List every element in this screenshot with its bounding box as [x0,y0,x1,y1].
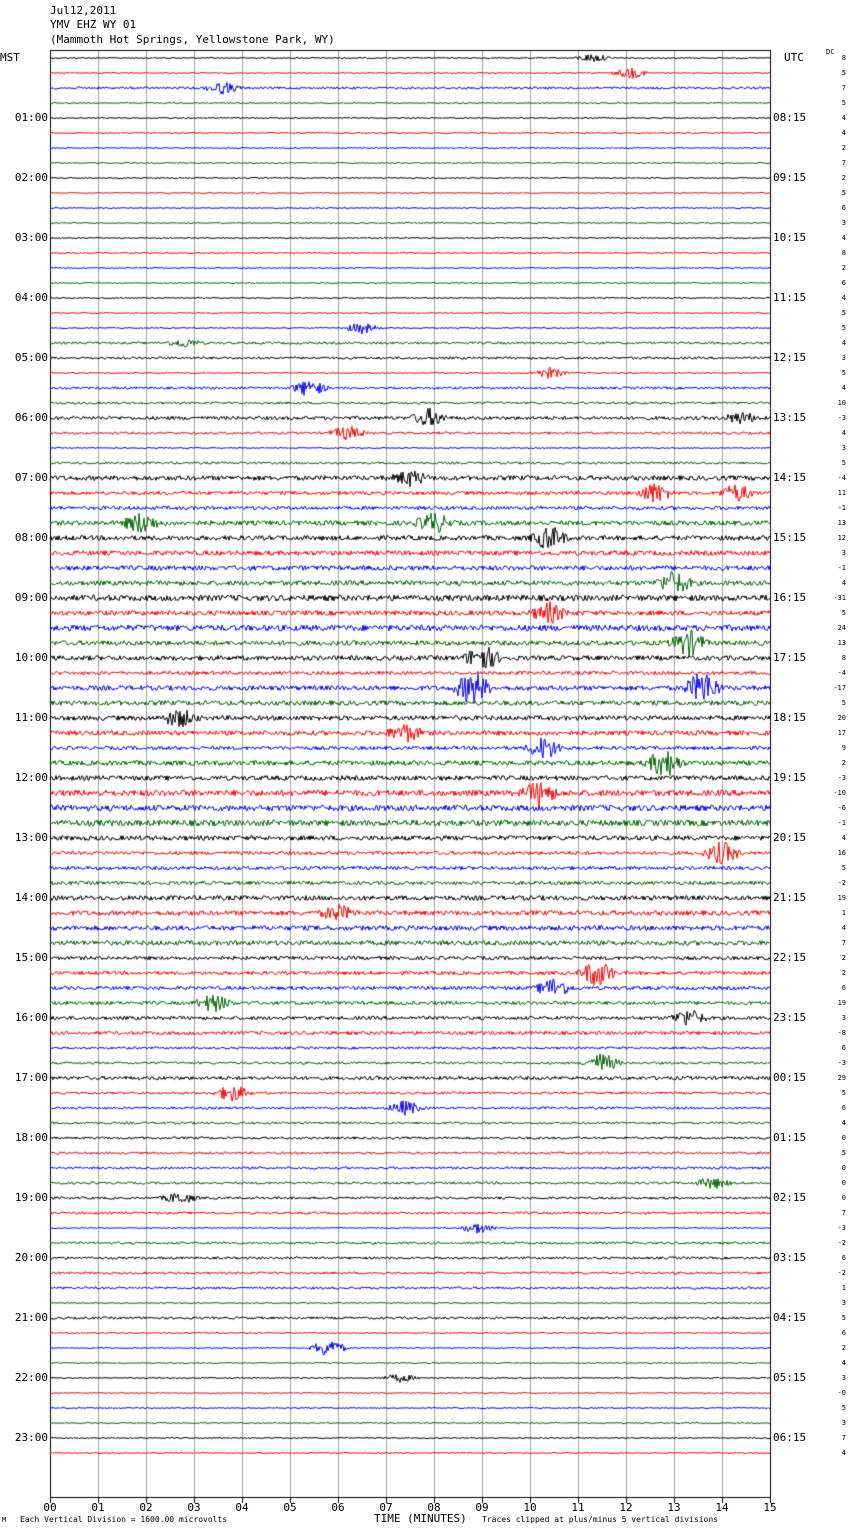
dc-offset-value: 4 [841,294,846,302]
hour-label-left: 01:00 [14,111,48,124]
hour-label-left: 15:00 [14,951,48,964]
dc-offset-value: 6 [841,204,846,212]
hour-label-right: 16:15 [773,591,807,604]
clip-note: Traces clipped at plus/minus 5 vertical divisions [482,1515,719,1524]
hour-label-right: 20:15 [773,831,807,844]
hour-label-left: 19:00 [14,1191,48,1204]
hour-label-right: 22:15 [773,951,807,964]
x-tick-label: 12 [619,1501,633,1514]
x-tick-label: 08 [427,1501,441,1514]
dc-offset-value: 5 [841,609,846,617]
x-tick-label: 06 [331,1501,345,1514]
hour-label-right: 11:15 [773,291,807,304]
location-label: (Mammoth Hot Springs, Yellowstone Park, WY) [50,33,335,46]
dc-offset-value: 6 [841,1329,846,1337]
dc-offset-value: 5 [841,69,846,77]
hour-label-left: 08:00 [14,531,48,544]
dc-offset-value: 16 [837,849,846,857]
hour-label-right: 00:15 [773,1071,807,1084]
dc-offset-value: 5 [841,459,846,467]
hour-label-left: 07:00 [14,471,48,484]
dc-offset-value: 2 [841,759,846,767]
dc-offset-value: -10 [833,789,846,797]
hour-label-right: 12:15 [773,351,807,364]
dc-offset-value: 2 [841,174,846,182]
x-tick-label: 04 [235,1501,249,1514]
dc-offset-value: -8 [837,1029,846,1037]
dc-offset-value: -2 [837,1239,846,1247]
dc-offset-value: 9 [841,744,846,752]
hour-label-left: 22:00 [14,1371,48,1384]
dc-offset-value: 2 [841,264,846,272]
dc-offset-value: 13 [837,519,846,527]
dc-offset-value: -3 [837,1224,846,1232]
dc-offset-value: 4 [841,234,846,242]
dc-offset-value: 7 [841,159,846,167]
dc-offset-value: -2 [837,1269,846,1277]
hour-label-right: 05:15 [773,1371,807,1384]
dc-offset-value: -4 [837,669,846,677]
hour-label-right: 02:15 [773,1191,807,1204]
dc-offset-value: 5 [841,864,846,872]
dc-offset-value: 4 [841,429,846,437]
dc-offset-value: 5 [841,189,846,197]
hour-label-left: 16:00 [14,1011,48,1024]
hour-label-right: 09:15 [773,171,807,184]
dc-offset-value: 4 [841,579,846,587]
dc-offset-value: 19 [837,894,846,902]
x-tick-label: 00 [43,1501,57,1514]
dc-offset-value: 19 [837,999,846,1007]
dc-offset-value: 4 [841,339,846,347]
x-tick-label: 05 [283,1501,297,1514]
dc-offset-value: -3 [837,774,846,782]
scale-note: Each Vertical Division = 1600.00 microvolts [20,1515,228,1524]
dc-offset-value: 1 [841,909,846,917]
hour-label-left: 02:00 [14,171,48,184]
hour-label-left: 14:00 [14,891,48,904]
dc-offset-value: -2 [837,879,846,887]
dc-offset-value: 0 [841,1164,846,1172]
dc-offset-value: 12 [837,534,846,542]
dc-offset-value: 4 [841,924,846,932]
x-tick-label: 07 [379,1501,393,1514]
corner-mark: M [2,1516,7,1524]
hour-label-left: 06:00 [14,411,48,424]
hour-label-left: 17:00 [14,1071,48,1084]
dc-offset-value: -17 [833,684,846,692]
dc-offset-value: 7 [841,1209,846,1217]
dc-offset-value: -4 [837,474,846,482]
station-label: YMV EHZ WY 01 [50,18,137,31]
dc-offset-value: 5 [841,1314,846,1322]
hour-label-right: 03:15 [773,1251,807,1264]
dc-offset-value: 6 [841,279,846,287]
right-timezone-label: UTC [784,51,804,64]
dc-offset-value: -3 [837,414,846,422]
dc-offset-value: 7 [841,939,846,947]
dc-offset-value: 4 [841,834,846,842]
dc-offset-value: 3 [841,1374,846,1382]
dc-offset-value: 1 [841,1284,846,1292]
dc-offset-value: -3 [837,1059,846,1067]
hour-label-right: 18:15 [773,711,807,724]
dc-offset-value: 5 [841,1404,846,1412]
x-tick-label: 01 [91,1501,105,1514]
dc-offset-value: 4 [841,1119,846,1127]
x-tick-label: 02 [139,1501,153,1514]
dc-offset-value: 3 [841,219,846,227]
hour-label-left: 13:00 [14,831,48,844]
dc-offset-value: -1 [837,504,846,512]
x-tick-label: 14 [715,1501,729,1514]
dc-offset-header: DC [826,48,835,56]
dc-offset-value: 6 [841,1104,846,1112]
left-timezone-label: MST [0,51,20,64]
hour-label-right: 21:15 [773,891,807,904]
hour-label-right: 04:15 [773,1311,807,1324]
x-tick-label: 13 [667,1501,681,1514]
x-tick-label: 09 [475,1501,489,1514]
dc-offset-value: 6 [841,1044,846,1052]
hour-label-left: 12:00 [14,771,48,784]
hour-label-right: 14:15 [773,471,807,484]
hour-label-left: 09:00 [14,591,48,604]
dc-offset-value: 8 [841,249,846,257]
hour-label-right: 13:15 [773,411,807,424]
hour-label-left: 03:00 [14,231,48,244]
hour-label-left: 04:00 [14,291,48,304]
hour-label-right: 08:15 [773,111,807,124]
hour-label-left: 18:00 [14,1131,48,1144]
dc-offset-value: 6 [841,984,846,992]
date-label: Jul12,2011 [50,4,117,17]
dc-offset-value: 4 [841,1449,846,1457]
hour-label-left: 05:00 [14,351,48,364]
hour-label-left: 21:00 [14,1311,48,1324]
hour-label-right: 15:15 [773,531,807,544]
dc-offset-value: 3 [841,1299,846,1307]
dc-offset-value: 0 [841,1194,846,1202]
dc-offset-value: 5 [841,309,846,317]
dc-offset-value: 24 [837,624,846,632]
dc-offset-value: 3 [841,354,846,362]
dc-offset-value: 13 [837,639,846,647]
dc-offset-value: 5 [841,324,846,332]
dc-offset-value: 3 [841,1419,846,1427]
dc-offset-value: 5 [841,99,846,107]
dc-offset-value: 11 [837,489,846,497]
dc-offset-value: 2 [841,1344,846,1352]
hour-label-left: 23:00 [14,1431,48,1444]
hour-label-left: 20:00 [14,1251,48,1264]
dc-offset-value: 5 [841,1149,846,1157]
dc-offset-value: 5 [841,1089,846,1097]
dc-offset-value: 4 [841,1359,846,1367]
dc-offset-value: 5 [841,699,846,707]
hour-label-right: 06:15 [773,1431,807,1444]
hour-label-right: 17:15 [773,651,807,664]
hour-label-right: 19:15 [773,771,807,784]
x-tick-label: 03 [187,1501,201,1514]
dc-offset-value: 4 [841,129,846,137]
dc-offset-value: 4 [841,384,846,392]
dc-offset-value: -1 [837,819,846,827]
dc-offset-value: 2 [841,144,846,152]
hour-label-right: 01:15 [773,1131,807,1144]
dc-offset-value: 7 [841,84,846,92]
dc-offset-value: 3 [841,549,846,557]
hour-label-right: 10:15 [773,231,807,244]
dc-offset-value: 8 [841,54,846,62]
hour-label-left: 10:00 [14,651,48,664]
dc-offset-value: 0 [841,1179,846,1187]
dc-offset-value: 2 [841,969,846,977]
dc-offset-value: -0 [837,1389,846,1397]
x-tick-label: 15 [763,1501,777,1514]
dc-offset-value: 4 [841,114,846,122]
dc-offset-value: 3 [841,444,846,452]
dc-offset-value: 17 [837,729,846,737]
dc-offset-value: 20 [837,714,846,722]
dc-offset-value: 10 [837,399,846,407]
x-axis-title: TIME (MINUTES) [374,1512,467,1525]
dc-offset-value: 8 [841,654,846,662]
dc-offset-value: 3 [841,1014,846,1022]
dc-offset-value: 29 [837,1074,846,1082]
dc-offset-value: 5 [841,369,846,377]
dc-offset-value: -1 [837,564,846,572]
hour-label-right: 23:15 [773,1011,807,1024]
hour-label-left: 11:00 [14,711,48,724]
x-tick-label: 11 [571,1501,585,1514]
dc-offset-value: 6 [841,1254,846,1262]
dc-offset-value: -31 [833,594,846,602]
dc-offset-value: 0 [841,1134,846,1142]
x-tick-label: 10 [523,1501,537,1514]
dc-offset-value: 2 [841,954,846,962]
dc-offset-value: 7 [841,1434,846,1442]
dc-offset-value: -6 [837,804,846,812]
